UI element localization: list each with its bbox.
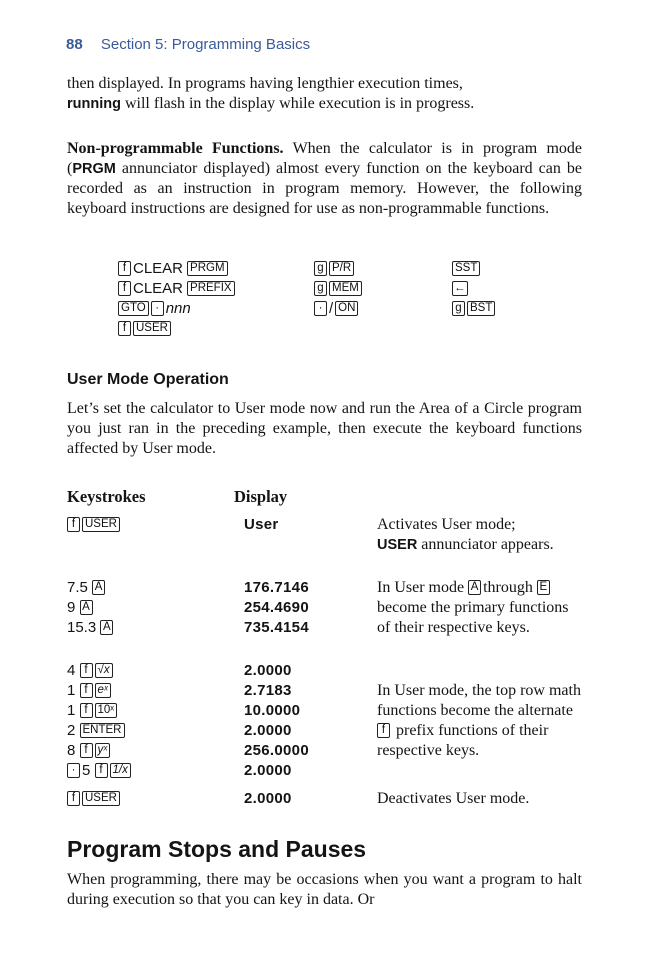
display-value: 2.0000 xyxy=(244,662,292,679)
f-key: f xyxy=(80,703,93,718)
desc-text: In User mode xyxy=(377,579,465,596)
f-key: f xyxy=(80,663,93,678)
nonprog-col-3 xyxy=(452,260,497,320)
g-key: g xyxy=(452,301,465,316)
display-value: 735.4154 xyxy=(244,619,309,636)
clear-label: CLEAR xyxy=(133,280,184,297)
nonprog-col-2 xyxy=(314,260,364,320)
number-entry: 8 xyxy=(67,742,76,759)
page-header xyxy=(66,36,310,53)
e-key: E xyxy=(537,580,550,595)
power-key: yˣ xyxy=(95,743,111,758)
f-key: f xyxy=(118,261,131,276)
desc-text: become the primary functions of their respective keys. xyxy=(377,599,569,636)
display-group-a xyxy=(244,578,309,638)
description-group-math xyxy=(377,681,582,761)
exp-key: eˣ xyxy=(95,683,111,698)
nonprog-paragraph xyxy=(67,139,582,219)
description-user-off: Deactivates User mode. xyxy=(377,790,530,807)
number-entry: 1 xyxy=(67,682,76,699)
keystroke-row-user-on xyxy=(67,515,122,535)
f-key: f xyxy=(80,743,93,758)
desc-text: through xyxy=(483,579,533,596)
prgm-annunciator: PRGM xyxy=(72,161,116,177)
keystroke-group-math xyxy=(67,661,133,781)
number-entry: 1 xyxy=(67,702,76,719)
number-entry: 2 xyxy=(67,722,76,739)
user-key: USER xyxy=(82,791,120,806)
a-key: A xyxy=(468,580,481,595)
user-key: USER xyxy=(82,517,120,532)
page-number: 88 xyxy=(66,36,83,53)
prefix-key: PREFIX xyxy=(187,281,235,296)
pr-key: P/R xyxy=(329,261,354,276)
intro-line-1: then displayed. In programs having lengthier execution times, xyxy=(67,75,463,92)
back-arrow-key: ← xyxy=(454,282,466,294)
desc-text: In User mode, the top row math functions become the alternate xyxy=(377,682,581,719)
a-key: A xyxy=(92,580,105,595)
display-value: 2.0000 xyxy=(244,762,292,779)
nonprog-col-1 xyxy=(118,260,237,340)
clear-label: CLEAR xyxy=(133,260,184,277)
g-key: g xyxy=(314,261,327,276)
description-group-a xyxy=(377,578,582,638)
f-key: f xyxy=(118,281,131,296)
decimal-key: · xyxy=(314,301,327,316)
display-value: 2.7183 xyxy=(244,682,292,699)
desc-text: prefix functions of their respective keys. xyxy=(377,722,549,759)
nonprog-text-1: When the calculator is in program mode ( xyxy=(67,140,582,177)
keystroke-group-a xyxy=(67,578,115,638)
nonprog-heading: Non-programmable Functions. xyxy=(67,140,284,157)
bst-key: BST xyxy=(467,301,495,316)
ten-power-key: 10ˣ xyxy=(95,703,118,718)
nonprog-keys xyxy=(118,260,518,342)
prgm-key: PRGM xyxy=(187,261,228,276)
display-value: 256.0000 xyxy=(244,742,309,759)
display-header: Display xyxy=(234,487,288,506)
user-key: USER xyxy=(133,321,171,336)
display-value: 2.0000 xyxy=(244,722,292,739)
display-group-math xyxy=(244,661,309,781)
user-annunciator: USER xyxy=(377,537,418,553)
nnn-label: nnn xyxy=(165,300,191,317)
intro-paragraph xyxy=(67,74,582,114)
display-value: 2.0000 xyxy=(244,790,292,807)
f-key: f xyxy=(95,763,108,778)
on-key: ON xyxy=(335,301,358,316)
program-stops-heading: Program Stops and Pauses xyxy=(67,836,367,862)
display-value: User xyxy=(244,516,279,533)
f-key: f xyxy=(118,321,131,336)
description-user-on xyxy=(377,515,582,555)
nonprog-text-2: annunciator displayed) almost every function on the keyboard can be recorded as an instruction in program memory. However, the following keyboard instructions are designed for use as non-programmable functions. xyxy=(67,160,582,217)
desc-line: Activates User mode; xyxy=(377,516,516,533)
f-key: f xyxy=(67,791,80,806)
decimal-key: · xyxy=(67,763,80,778)
display-value: 254.4690 xyxy=(244,599,309,616)
user-mode-paragraph: Let’s set the calculator to User mode now and run the Area of a Circle program you just ran in the preceding example, then execute the keyboard functions affected by User mode. xyxy=(67,400,582,457)
gto-key: GTO xyxy=(118,301,149,316)
number-entry: 7.5 xyxy=(67,579,88,596)
user-mode-heading: User Mode Operation xyxy=(67,371,229,388)
a-key: A xyxy=(80,600,93,615)
section-title: Section 5: Programming Basics xyxy=(100,36,311,53)
number-entry: 15.3 xyxy=(67,619,97,636)
running-word: running xyxy=(67,96,121,112)
intro-line-2: will flash in the display while execution is in progress. xyxy=(120,95,475,112)
g-key: g xyxy=(314,281,327,296)
f-key: f xyxy=(67,517,80,532)
mem-key: MEM xyxy=(329,281,362,296)
enter-key: ENTER xyxy=(80,723,125,738)
sqrt-key: √x xyxy=(95,663,113,678)
a-key: A xyxy=(100,620,113,635)
f-key: f xyxy=(377,723,390,738)
sst-key: SST xyxy=(452,261,480,276)
display-value: 176.7146 xyxy=(244,579,309,596)
f-key: f xyxy=(80,683,93,698)
desc-text: annunciator appears. xyxy=(417,536,554,553)
number-entry: 5 xyxy=(82,762,91,779)
program-stops-paragraph: When programming, there may be occasions when you want a program to halt during execution so that you can key in data. Or xyxy=(67,871,582,908)
decimal-key: · xyxy=(151,301,164,316)
display-value: 10.0000 xyxy=(244,702,301,719)
keystroke-row-user-off xyxy=(67,789,122,809)
keystrokes-header: Keystrokes xyxy=(67,487,146,506)
slash-separator: / xyxy=(329,300,334,317)
number-entry: 4 xyxy=(67,662,76,679)
reciprocal-key: 1/x xyxy=(110,763,131,778)
number-entry: 9 xyxy=(67,599,76,616)
